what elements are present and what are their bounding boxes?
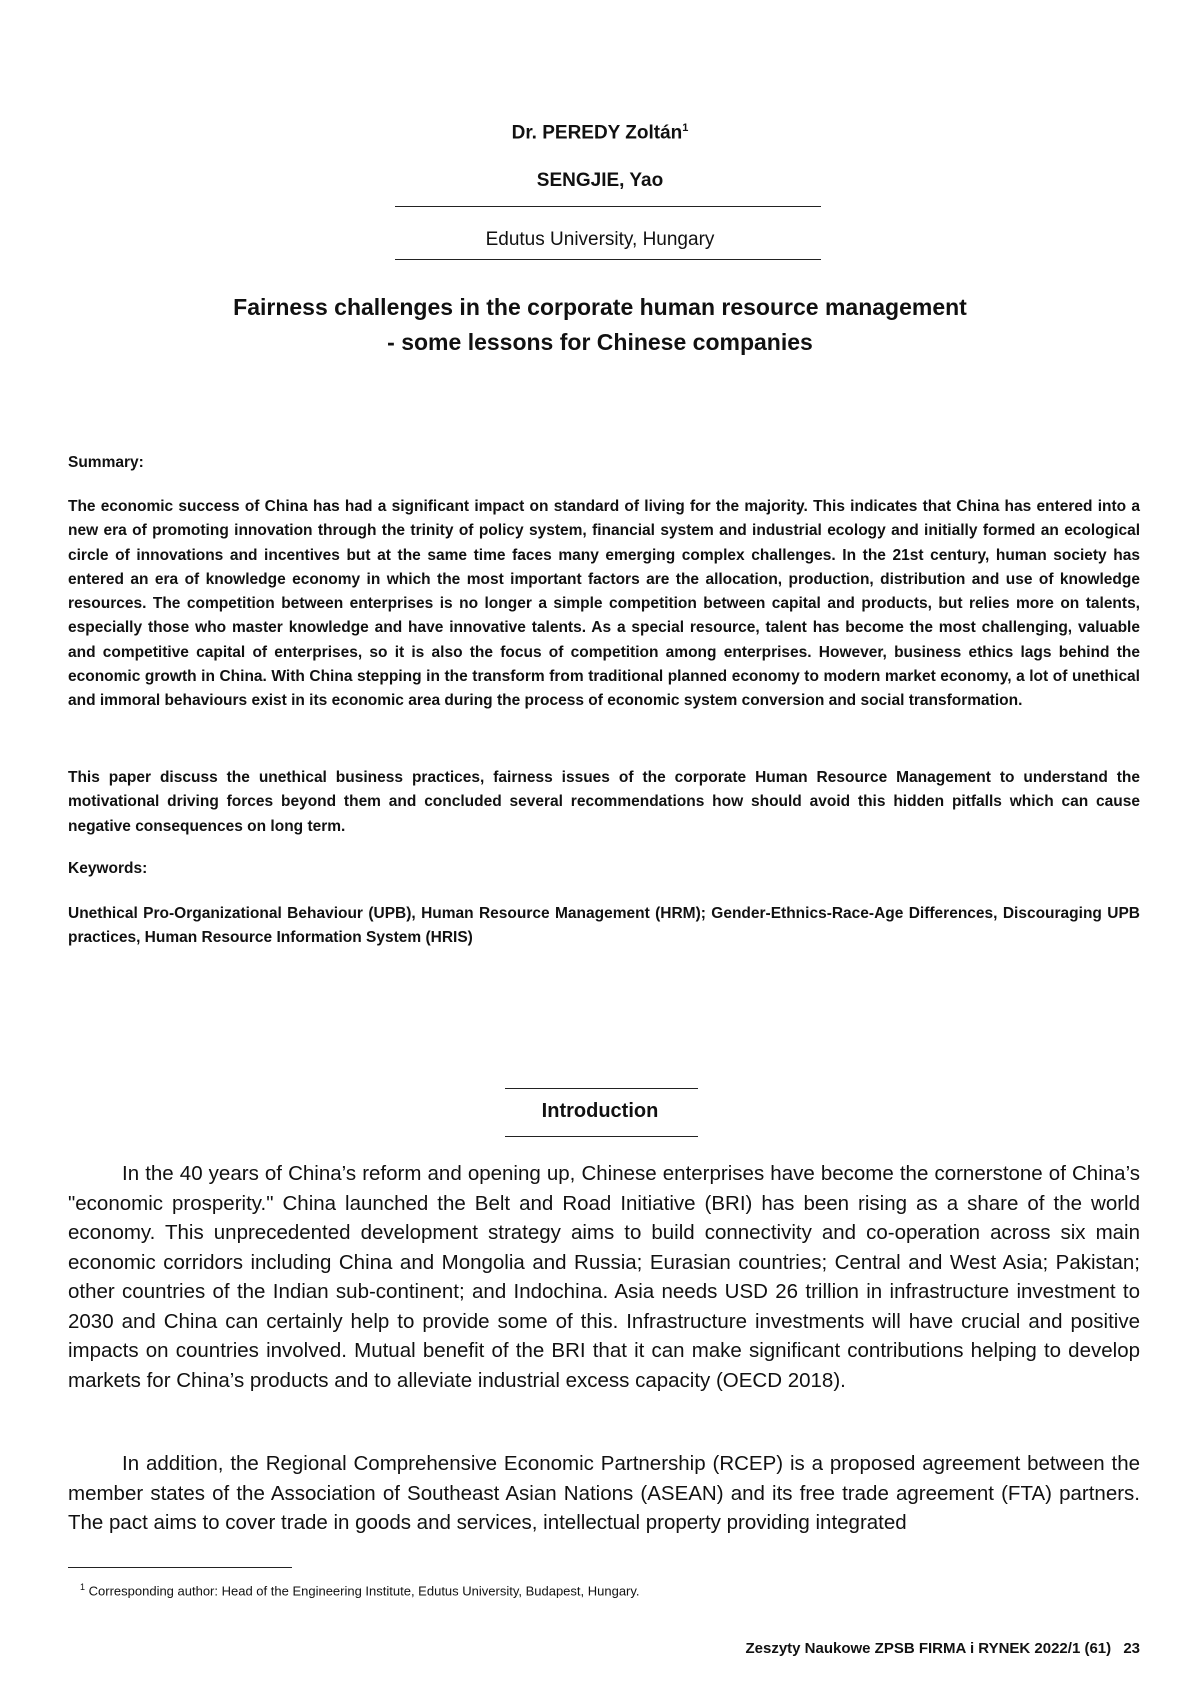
introduction-paragraph-1: In the 40 years of China’s reform and opening up, Chinese enterprises have become the cornerstone of China’s "economic prosperity." China launched the Belt and Road Initiative (BRI) has been rising as a share of the world economy. This unprecedented development strategy aims to build connectivity and co-operation across six main economic corridors including China and Mongolia and Russia; Eurasian countries; Central and West Asia; Pakistan; other countries of the Indian sub-continent; and Indochina. Asia needs USD 26 trillion in infrastructure investment to 2030 and China can certainly help to provide some of this. Infrastructure investments will have crucial and positive impacts on countries involved. Mutual benefit of the BRI that it can make significant contributions helping to develop markets for China’s products and to alleviate industrial excess capacity (OECD 2018). bbox=[68, 1162, 1140, 1392]
paper-title-line-2: - some lessons for Chinese companies bbox=[387, 329, 813, 355]
footnote-mark: 1 bbox=[80, 1582, 86, 1592]
affiliation-bottom-rule bbox=[395, 259, 821, 260]
summary-paragraph-1: The economic success of China has had a significant impact on standard of living for the majority. This indicates that China has entered into a new era of promoting innovation through the trinity of policy system, financial system and industrial ecology and initially formed an ecological circle of innovations and incentives but at the same time faces many emerging complex challenges. In the 21st century, human society has entered an era of knowledge economy in which the most important factors are the allocation, production, distribution and use of knowledge resources. The competition between enterprises is no longer a simple competition between capital and products, but relies more on talents, especially those who master knowledge and have innovative talents. As a special resource, talent has become the most challenging, valuable and competitive capital of enterprises, so it is also the focus of competition among enterprises. However, business ethics lags behind the economic growth in China. With China stepping in the transform from traditional planned economy to modern market economy, a lot of unethical and immoral behaviours exist in its economic area during the process of economic system conversion and social transformation. bbox=[68, 498, 1140, 710]
section-heading-introduction: Introduction bbox=[541, 1100, 659, 1122]
journal-citation: Zeszyty Naukowe ZPSB FIRMA i RYNEK 2022/1 (61) bbox=[745, 1640, 1112, 1657]
keywords-text: Unethical Pro-Organizational Behaviour (UPB), Human Resource Management (HRM); Gender-Ethnics-Race-Age Differences, Discouraging UPB practices, Human Resource Information System (HRIS) bbox=[68, 905, 1140, 947]
introduction-paragraph-2: In addition, the Regional Comprehensive Economic Partnership (RCEP) is a proposed agreement between the member states of the Association of Southeast Asian Nations (ASEAN) and its free trade agreement (FTA) partners. The pact aims to cover trade in goods and services, intellectual property providing integrated bbox=[68, 1452, 1140, 1534]
introduction-bottom-rule bbox=[505, 1136, 698, 1137]
paper-title-line-1: Fairness challenges in the corporate human resource management bbox=[233, 294, 967, 320]
affiliation: Edutus University, Hungary bbox=[485, 229, 715, 250]
author-primary bbox=[0, 122, 1200, 144]
footnote-reference: 1 bbox=[682, 122, 689, 134]
footnote-separator bbox=[68, 1567, 292, 1568]
author-secondary: SENGJIE, Yao bbox=[536, 170, 664, 191]
author-primary-name: Dr. PEREDY Zoltán bbox=[511, 122, 683, 144]
footnote bbox=[80, 1582, 980, 1598]
page-number: 23 bbox=[1123, 1640, 1140, 1657]
footnote-text: Corresponding author: Head of the Engineering Institute, Edutus University, Budapest, Hungary. bbox=[88, 1583, 640, 1599]
introduction-top-rule bbox=[505, 1088, 698, 1089]
keywords-label: Keywords: bbox=[68, 860, 148, 877]
paper-title bbox=[0, 290, 1200, 360]
page-footer bbox=[745, 1640, 1140, 1657]
affiliation-top-rule bbox=[395, 206, 821, 207]
summary-paragraph-2: This paper discuss the unethical business practices, fairness issues of the corporate Human Resource Management to understand the motivational driving forces beyond them and concluded several recommendations how should avoid this hidden pitfalls which can cause negative consequences on long term. bbox=[68, 769, 1140, 835]
summary-label: Summary: bbox=[68, 454, 144, 471]
